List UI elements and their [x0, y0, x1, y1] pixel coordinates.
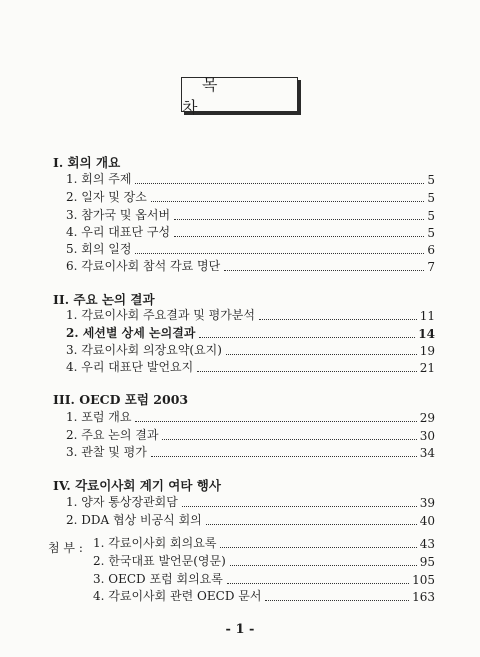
- section-heading-2: II. 주요 논의 결과: [53, 292, 155, 307]
- annex-label: 첨 부 :: [48, 541, 83, 555]
- toc-entry-page: 34: [419, 446, 435, 460]
- dot-leader: [226, 354, 417, 355]
- toc-entry-label: 3. OECD 포럼 회의요록: [93, 572, 223, 586]
- dot-leader: [197, 371, 416, 372]
- toc-entry[interactable]: [66, 512, 435, 528]
- toc-entry-label: 1. 각료이사회 회의요록: [93, 536, 217, 550]
- section-heading-3: III. OECD 포럼 2003: [53, 392, 189, 407]
- dot-leader: [199, 337, 415, 338]
- section-heading-1: I. 회의 개요: [53, 155, 121, 170]
- toc-entry[interactable]: [66, 258, 435, 274]
- toc-title: 목 차: [181, 77, 298, 112]
- toc-entry[interactable]: [66, 307, 435, 323]
- toc-entry-page: 6: [427, 243, 435, 257]
- toc-entry-page: 95: [419, 555, 435, 569]
- toc-entry-page: 43: [419, 537, 435, 551]
- toc-entry[interactable]: [66, 427, 435, 443]
- toc-entry[interactable]: [93, 571, 435, 587]
- toc-entry[interactable]: [93, 588, 435, 604]
- dot-leader: [135, 421, 416, 422]
- toc-entry-page: 30: [419, 429, 435, 443]
- toc-entry-label: 1. 회의 주제: [66, 172, 132, 186]
- toc-entry-page: 105: [412, 573, 435, 587]
- toc-entry-page: 7: [427, 260, 435, 274]
- toc-entry[interactable]: [66, 325, 435, 341]
- section-heading-4: IV. 각료이사회 계기 여타 행사: [53, 478, 221, 493]
- toc-entry-page: 5: [427, 191, 435, 205]
- toc-entry-label: 6. 각료이사회 참석 각료 명단: [66, 259, 221, 273]
- toc-entry[interactable]: [66, 171, 435, 187]
- toc-entry-page: 5: [427, 209, 435, 223]
- toc-entry-page: 14: [418, 327, 435, 341]
- toc-entry-page: 11: [419, 309, 435, 323]
- dot-leader: [230, 565, 417, 566]
- toc-entry-page: 39: [419, 496, 435, 510]
- toc-entry-page: 5: [427, 226, 435, 240]
- toc-entry-label: 4. 우리 대표단 발언요지: [66, 360, 194, 374]
- dot-leader: [151, 201, 425, 202]
- dot-leader: [135, 183, 424, 184]
- toc-entry-page: 40: [419, 514, 435, 528]
- toc-entry-label: 5. 회의 일정: [66, 242, 132, 256]
- toc-entry-label: 4. 우리 대표단 구성: [66, 225, 171, 239]
- toc-entry-label: 2. 일자 및 장소: [66, 190, 147, 204]
- toc-entry-page: 5: [427, 173, 435, 187]
- dot-leader: [151, 456, 417, 457]
- toc-entry-page: 19: [419, 344, 435, 358]
- toc-entry-label: 1. 포럼 개요: [66, 410, 132, 424]
- dot-leader: [174, 219, 424, 220]
- toc-entry-label: 3. 관찰 및 평가: [66, 445, 147, 459]
- dot-leader: [174, 236, 424, 237]
- toc-entry-label: 1. 각료이사회 주요결과 및 평가분석: [66, 308, 255, 322]
- toc-entry-label: 3. 참가국 및 옵서버: [66, 208, 171, 222]
- toc-entry-page: 29: [419, 411, 435, 425]
- toc-entry-page: 21: [419, 361, 435, 375]
- toc-entry[interactable]: [66, 241, 435, 257]
- toc-entry[interactable]: [66, 494, 435, 510]
- dot-leader: [259, 319, 417, 320]
- toc-entry-label: 2. DDA 협상 비공식 회의: [66, 513, 202, 527]
- toc-entry[interactable]: [93, 553, 435, 569]
- dot-leader: [206, 524, 417, 525]
- dot-leader: [162, 439, 416, 440]
- toc-entry[interactable]: [93, 535, 435, 551]
- dot-leader: [135, 253, 424, 254]
- dot-leader: [220, 547, 416, 548]
- dot-leader: [224, 270, 424, 271]
- dot-leader: [182, 506, 417, 507]
- toc-entry[interactable]: [66, 342, 435, 358]
- toc-entry[interactable]: [66, 409, 435, 425]
- toc-entry-label: 4. 각료이사회 관련 OECD 문서: [93, 589, 262, 603]
- toc-entry-label: 2. 세션별 상세 논의결과: [66, 326, 196, 340]
- dot-leader: [265, 600, 409, 601]
- toc-entry-label: 2. 주요 논의 결과: [66, 428, 159, 442]
- toc-entry-label: 3. 각료이사회 의장요약(요지): [66, 343, 222, 357]
- toc-entry[interactable]: [66, 444, 435, 460]
- page-number: - 1 -: [225, 622, 255, 637]
- toc-entry-page: 163: [412, 590, 435, 604]
- toc-entry[interactable]: [66, 189, 435, 205]
- toc-entry-label: 1. 양자 통상장관회담: [66, 495, 178, 509]
- toc-entry[interactable]: [66, 224, 435, 240]
- toc-entry[interactable]: [66, 359, 435, 375]
- toc-entry-label: 2. 한국대표 발언문(영문): [93, 554, 226, 568]
- toc-entry[interactable]: [66, 207, 435, 223]
- dot-leader: [227, 583, 409, 584]
